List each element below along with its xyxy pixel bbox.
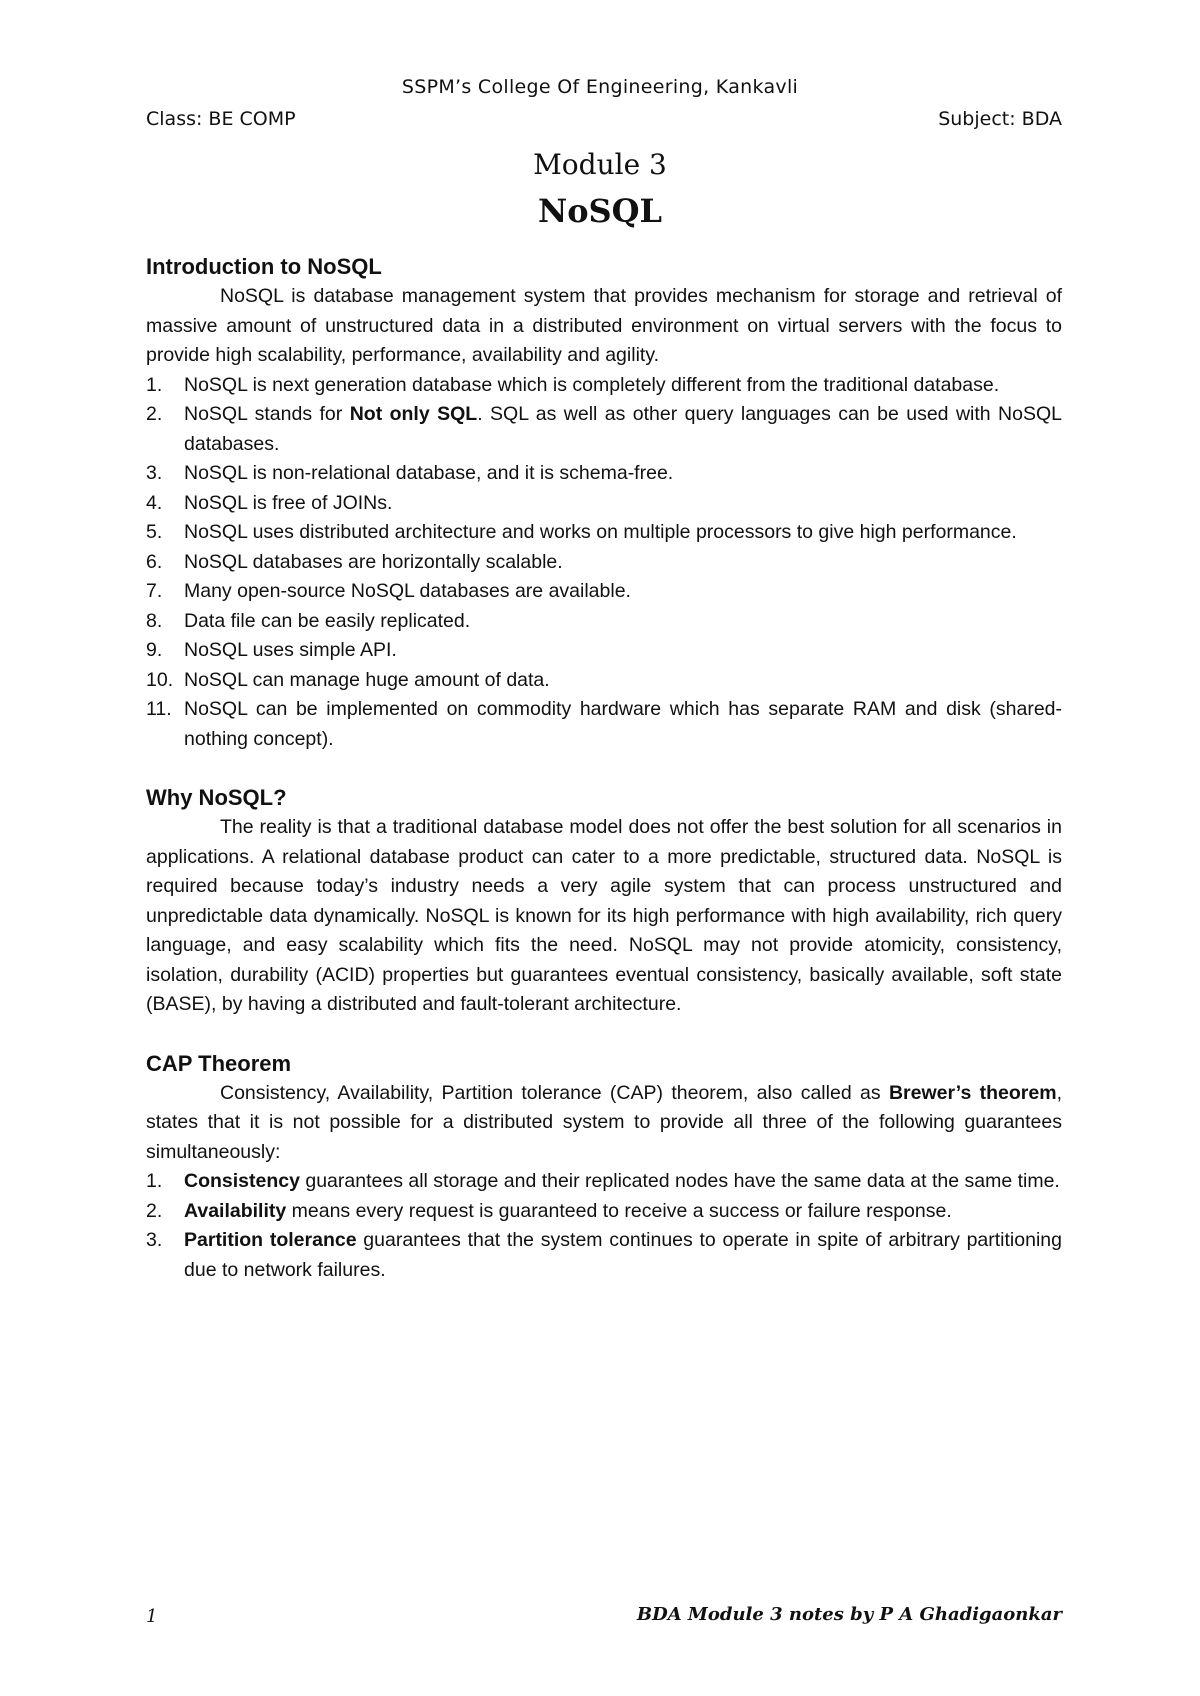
- list-text: NoSQL uses distributed architecture and works on multiple processors to give high performance.: [184, 521, 1017, 543]
- section-heading-intro: Introduction to NoSQL: [146, 254, 382, 279]
- list-text: NoSQL stands for: [184, 403, 350, 425]
- intro-paragraph: NoSQL is database management system that provides mechanism for storage and retrieval of massive amount of unstructured data in a distributed environment on virtual servers with the focus to provide high scalability, performance, availability and agility.: [146, 285, 1062, 366]
- list-number: 1.: [146, 1170, 163, 1192]
- list-text: means every request is guaranteed to receive a success or failure response.: [286, 1199, 952, 1222]
- list-text: guarantees all storage and their replicated nodes have the same data at the same time.: [299, 1170, 1060, 1192]
- section-heading-why: Why NoSQL?: [146, 785, 287, 810]
- list-number: 1.: [146, 373, 163, 396]
- list-text: NoSQL databases are horizontally scalable.: [184, 550, 563, 573]
- list-number: 6.: [146, 550, 163, 573]
- subject-label: Subject: BDA: [938, 108, 1062, 130]
- list-number: 7.: [146, 580, 163, 602]
- page-number: 1: [146, 1606, 158, 1627]
- list-item: [146, 577, 1062, 607]
- cap-text: Consistency, Availability, Partition tolerance (CAP) theorem, also called as: [220, 1081, 889, 1104]
- list-number: 9.: [146, 639, 163, 661]
- list-item: [146, 636, 1062, 666]
- list-item: [146, 1197, 1062, 1227]
- list-item: [146, 1167, 1062, 1197]
- cap-list: [146, 1167, 1062, 1285]
- why-paragraph: The reality is that a traditional database model does not offer the best solution for all scenarios in applications. A relational database product can cater to a more predictable, structured data. NoSQL is required because today’s industry needs a very agile system that can process unstructured and unpredictable data dynamically. NoSQL is known for its high performance with high availability, rich query language, and easy scalability which fits the need. NoSQL may not provide atomicity, consistency, isolation, durability (ACID) properties but guarantees eventual consistency, basically available, soft state (BASE), by having a distributed and fault-tolerant architecture.: [146, 816, 1062, 1015]
- list-item: [146, 518, 1062, 548]
- list-number: 11.: [146, 698, 172, 720]
- section-heading-cap: CAP Theorem: [146, 1050, 292, 1076]
- list-text: NoSQL can manage huge amount of data.: [184, 668, 550, 691]
- list-item: [146, 607, 1062, 637]
- list-number: 3.: [146, 1229, 163, 1251]
- class-label: Class: BE COMP: [146, 108, 296, 130]
- list-text: Data file can be easily replicated.: [184, 609, 471, 632]
- intro-list: [146, 371, 1062, 755]
- list-number: 3.: [146, 462, 163, 484]
- list-item: [146, 489, 1062, 519]
- list-item: [146, 666, 1062, 696]
- list-text: . SQL as well as other query languages can be used with NoSQL databases.: [184, 403, 1062, 455]
- list-text: NoSQL uses simple API.: [184, 639, 397, 661]
- list-text: NoSQL is free of JOINs.: [184, 491, 393, 514]
- list-bold-term: Not only SQL: [349, 403, 478, 425]
- list-text: NoSQL is next generation database which is completely different from the traditional database.: [184, 373, 1000, 396]
- list-item: [146, 1226, 1062, 1285]
- list-bold-term: Consistency: [184, 1170, 300, 1192]
- list-text: NoSQL can be implemented on commodity hardware which has separate RAM and disk (shared-nothing concept).: [184, 698, 1062, 750]
- list-number: 10.: [146, 668, 174, 691]
- list-item: [146, 371, 1062, 401]
- college-name: SSPM’s College Of Engineering, Kankavli: [401, 76, 799, 98]
- footer-credit: BDA Module 3 notes by P A Ghadigaonkar: [636, 1604, 1062, 1625]
- section-spacer: [146, 1020, 1062, 1049]
- section-spacer: [146, 754, 1062, 783]
- list-item: [146, 400, 1062, 459]
- page-title: NoSQL: [537, 192, 663, 230]
- list-bold-term: Availability: [184, 1199, 287, 1222]
- list-item: [146, 695, 1062, 754]
- list-number: 5.: [146, 521, 163, 543]
- cap-paragraph: [146, 1079, 1062, 1168]
- list-text: guarantees that the system continues to operate in spite of arbitrary partitioning due to network failures.: [184, 1229, 1062, 1281]
- module-title: Module 3: [533, 148, 667, 181]
- list-number: 2.: [146, 1199, 163, 1222]
- list-bold-term: Partition tolerance: [184, 1229, 357, 1251]
- cap-text: , states that it is not possible for a distributed system to provide all three of the following guarantees simultaneously:: [146, 1081, 1063, 1163]
- list-item: [146, 459, 1062, 489]
- document-body: [146, 252, 1062, 1285]
- cap-bold-term: Brewer’s theorem: [888, 1081, 1057, 1104]
- list-number: 2.: [146, 403, 163, 425]
- list-number: 8.: [146, 609, 163, 632]
- list-number: 4.: [146, 491, 163, 514]
- list-item: [146, 548, 1062, 578]
- list-text: NoSQL is non-relational database, and it is schema-free.: [184, 462, 674, 484]
- list-text: Many open-source NoSQL databases are available.: [184, 580, 631, 602]
